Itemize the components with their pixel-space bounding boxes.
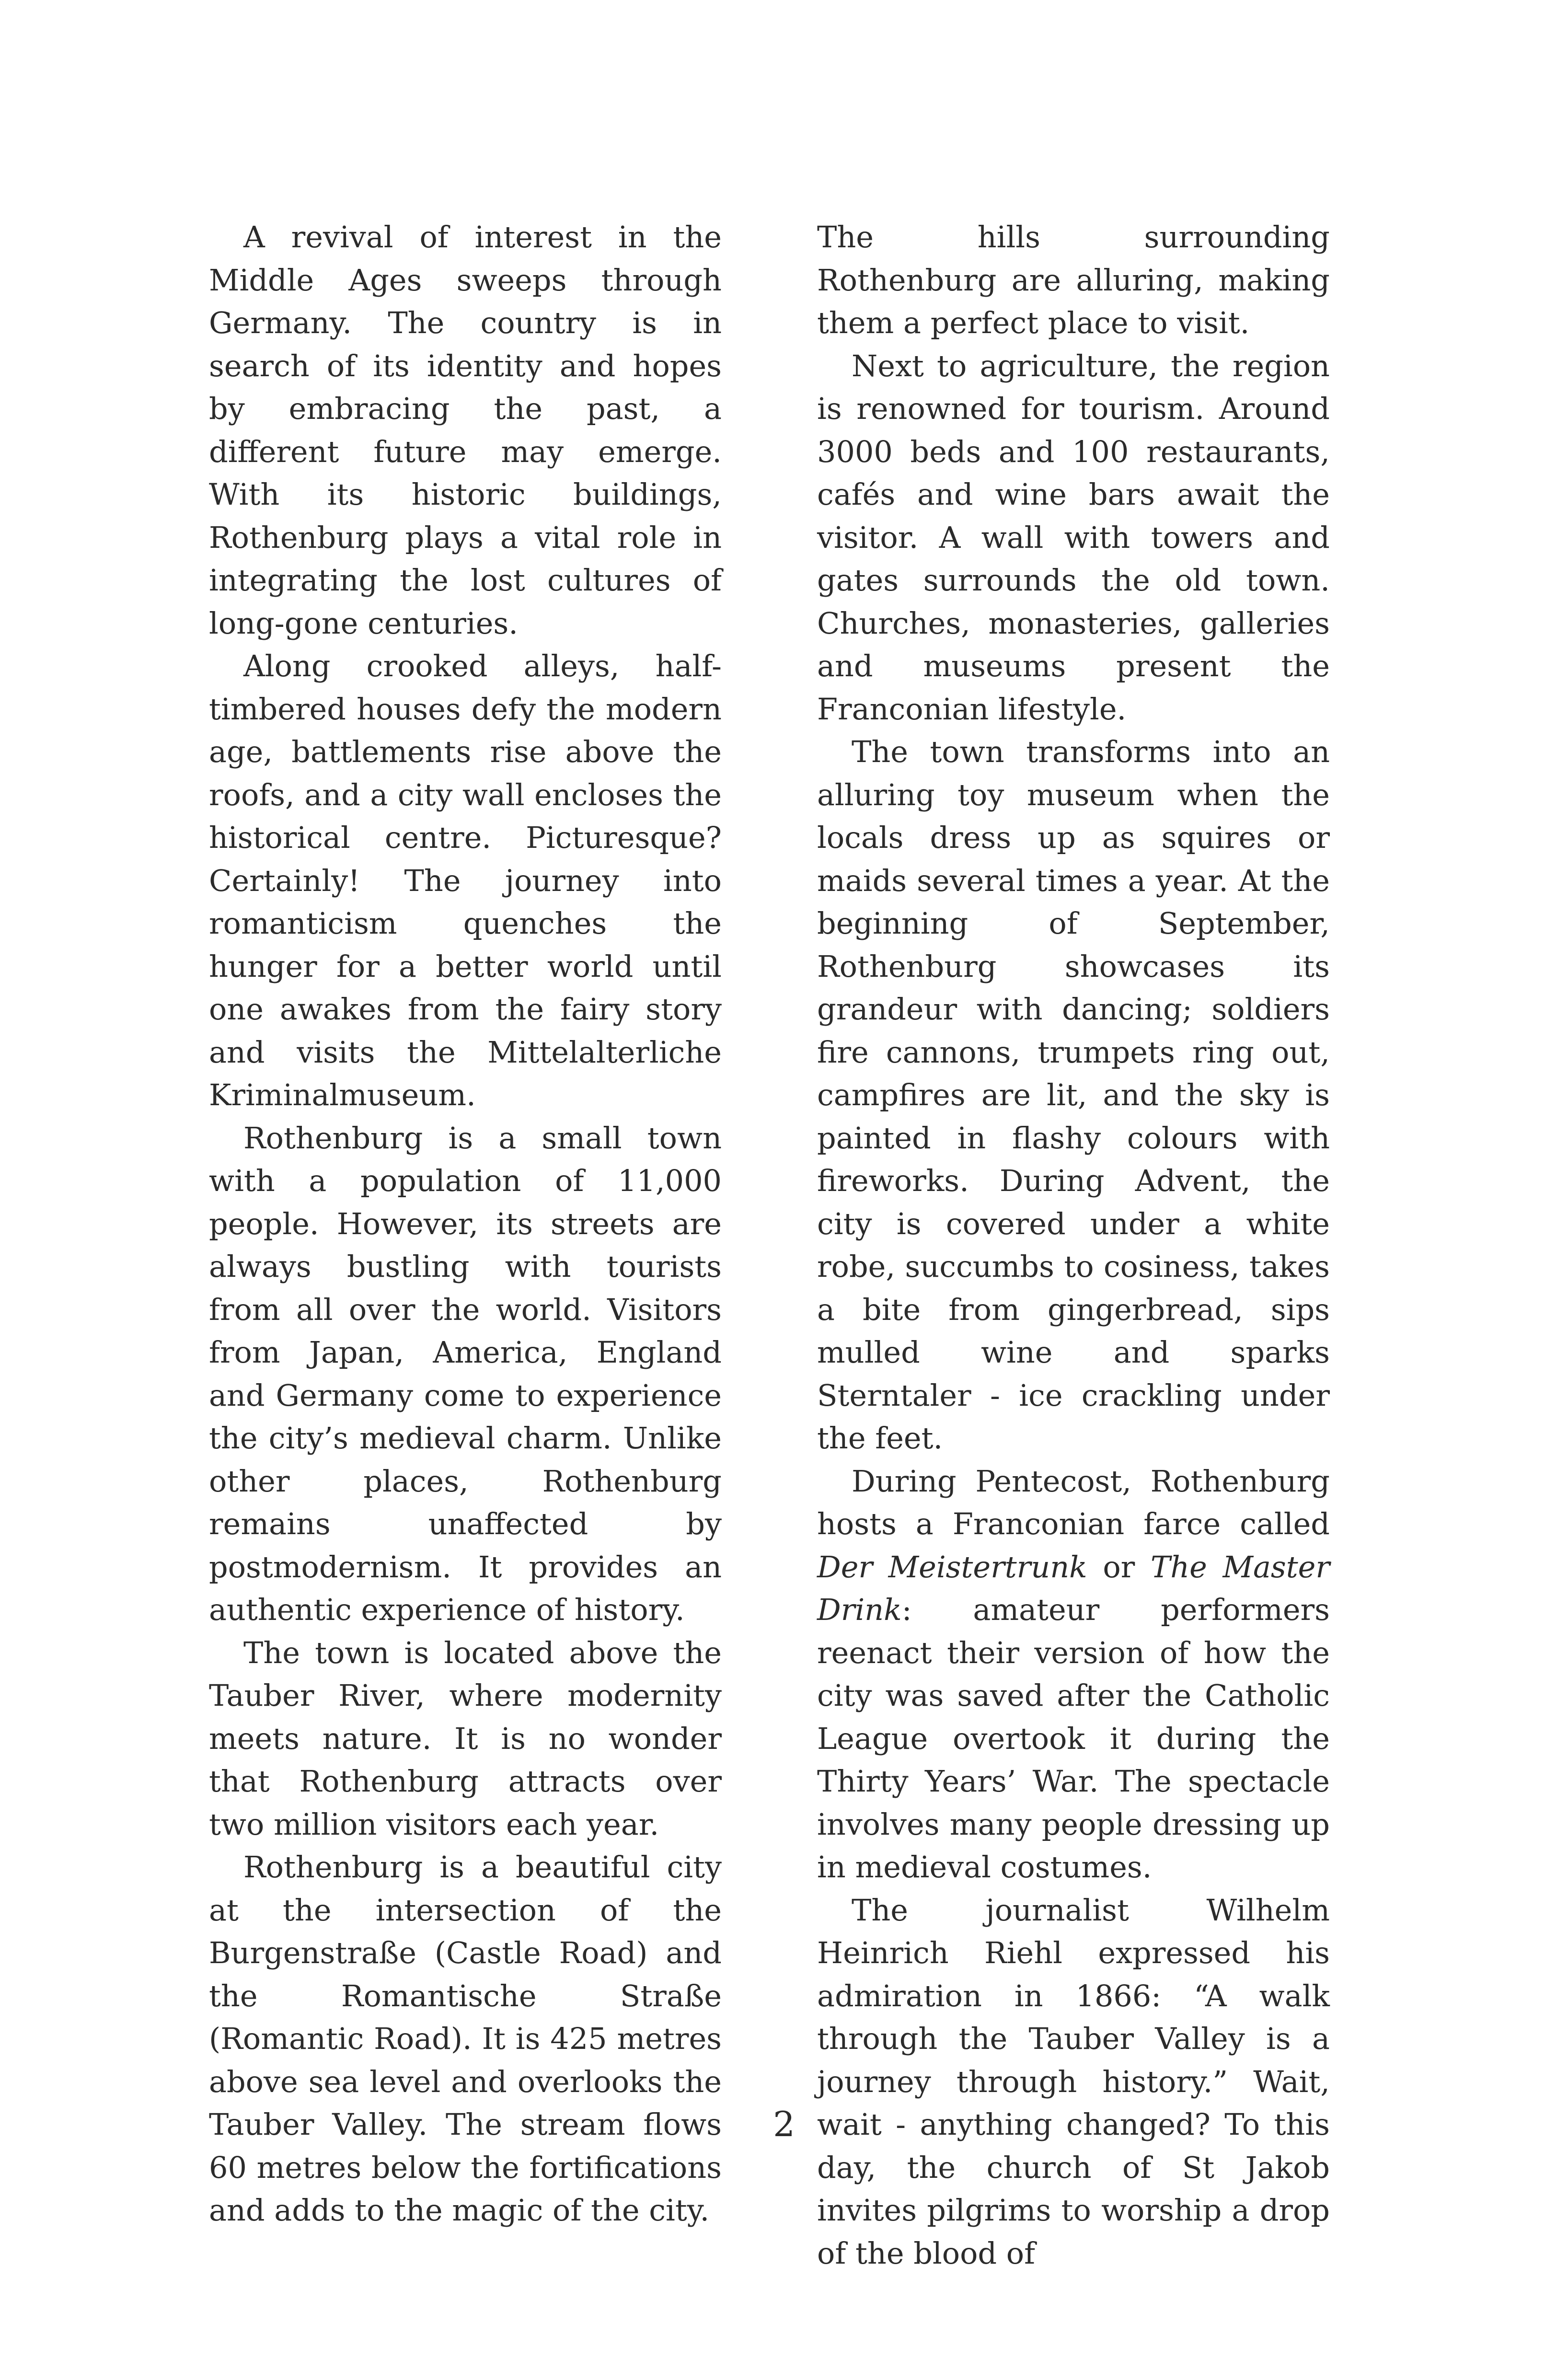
- paragraph: The town transforms into an alluring toy museum when the locals dress up as squires or maids several times a year. At the beginning of September, Rothenburg showcases its grandeur with dancing; soldiers fire cannons, trumpets ring out, campfires are lit, and the sky is painted in flashy colours with fireworks. During Advent, the city is covered under a white robe, succumbs to cosiness, takes a bite from gingerbread, sips mulled wine and sparks Sterntaler - ice crackling under the feet.: [817, 734, 1330, 1456]
- paragraph: Rothenburg is a beautiful city at the intersection of the Burgenstraße (Castle Road) and the Romantische Straße (Romantic Road). It is 425 metres above sea level and overlooks the Tauber Valley. The stream flows 60 metres below the fortifications and adds to the magic of the city.: [209, 1850, 722, 2228]
- paragraph-text: : amateur performers reenact their version of how the city was saved after the Catholic League overtook it during the Thirty Years’ War. The spectacle involves many people dressing up in medieval costumes.: [817, 1592, 1330, 1885]
- paragraph-text: During Pentecost, Rothenburg hosts a Franconian farce called: [817, 1463, 1330, 1541]
- paragraph: The journalist Wilhelm Heinrich Riehl expressed his admiration in 1866: “A walk through the Tauber Valley is a journey through history.” Wait, wait - anything changed? To this day, the church of St Jakob invites pilgrims to worship a drop of the blood of: [817, 1892, 1330, 2271]
- right-text-column: [817, 216, 1330, 2275]
- italic-title: Der Meistertrunk: [817, 1549, 1087, 1584]
- paragraph-text: or: [1087, 1549, 1151, 1584]
- paragraph: Next to agriculture, the region is renowned for tourism. Around 3000 beds and 100 restaurants, cafés and wine bars await the visitor. A wall with towers and gates surrounds the old town. Churches, monasteries, galleries and museums present the Franconian lifestyle.: [817, 348, 1330, 727]
- paragraph: [817, 1460, 1330, 1889]
- page-number: 2: [773, 2104, 795, 2144]
- paragraph-continued: The hills surrounding Rothenburg are alluring, making them a perfect place to visit.: [817, 220, 1330, 340]
- italic-title: The Master Drink: [817, 1549, 1330, 1627]
- paragraph: A revival of interest in the Middle Ages sweeps through Germany. The country is in search of its identity and hopes by embracing the past, a different future may emerge. With its historic buildings, Rothenburg plays a vital role in integrating the lost cultures of long-gone centuries.: [209, 220, 722, 641]
- paragraph: Along crooked alleys, half-timbered houses defy the modern age, battlements rise above the roofs, and a city wall encloses the historical centre. Picturesque? Certainly! The journey into romanticism quenches the hunger for a better world until one awakes from the fairy story and visits the Mittelalterliche Kriminalmuseum.: [209, 648, 722, 1112]
- paragraph: The town is located above the Tauber River, where modernity meets nature. It is no wonder that Rothenburg attracts over two million visitors each year.: [209, 1635, 722, 1842]
- left-text-column: [209, 216, 722, 2232]
- paragraph: Rothenburg is a small town with a population of 11,000 people. However, its streets are always bustling with tourists from all over the world. Visitors from Japan, America, England and Germany come to experience the city’s medieval charm. Unlike other places, Rothenburg remains unaffected by postmodernism. It provides an authentic experience of history.: [209, 1120, 722, 1627]
